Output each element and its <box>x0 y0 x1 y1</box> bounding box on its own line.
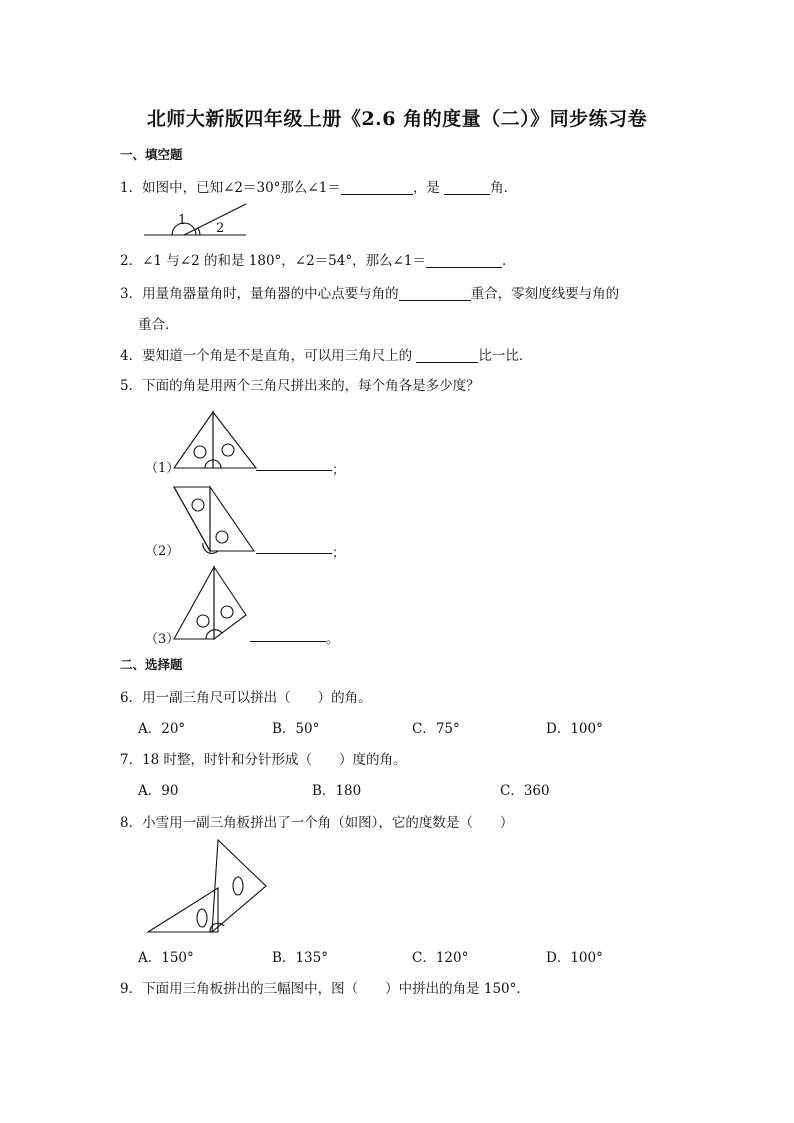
section-choice-heading: 二、选择题 <box>120 657 183 672</box>
q8-hole-right <box>233 877 243 895</box>
q8-hole-left <box>197 909 207 927</box>
q7-option-c[interactable]: C．360 <box>500 783 550 799</box>
q2-text: 2．∠1 与∠2 的和是 180°，∠2＝54°，那么∠1＝ <box>120 253 427 269</box>
q2-blank[interactable] <box>426 253 502 268</box>
q5-2-end: ； <box>332 546 346 561</box>
q5-3-triangle-left <box>174 567 214 639</box>
q8-triangle-left <box>148 888 218 932</box>
q3-text: 3．用量角器量角时，量角器的中心点要与角的 <box>120 286 399 302</box>
q8-figure <box>146 838 276 938</box>
q5-3-end: 。 <box>326 632 340 647</box>
question-7: 7．18 时整，时针和分针形成（ ）度的角。 <box>120 752 407 768</box>
question-3-line-2 <box>138 313 179 333</box>
q3-text-2: 重合，零刻度线要与角的 <box>470 286 620 302</box>
question-8: 8．小雪用一副三角板拼出了一个角（如图），它的度数是（ ） <box>120 815 514 831</box>
q5-3-blank[interactable] <box>250 627 326 642</box>
q4-text-2: 比一比． <box>478 348 533 364</box>
question-2 <box>120 249 516 269</box>
q5-2-hole-right <box>216 531 228 543</box>
q5-2-triangle-right <box>210 487 254 551</box>
q8-triangle-right <box>212 840 266 932</box>
q5-2-blank[interactable] <box>256 539 332 554</box>
q4-text: 4．要知道一个角是不是直角，可以用三角尺上的 <box>120 348 417 364</box>
q5-1-hole-left <box>194 446 206 458</box>
q1-blank-2[interactable] <box>444 180 490 195</box>
q5-3-label: （3） <box>145 632 180 647</box>
q1-ray <box>184 204 246 235</box>
q1-label-1: 1 <box>178 213 187 228</box>
page-title: 北师大新版四年级上册《2.6 角的度量（二）》同步练习卷 <box>146 108 648 130</box>
q8-option-c[interactable]: C．120° <box>412 950 469 966</box>
q1-label-2: 2 <box>216 221 225 236</box>
question-4 <box>120 344 532 364</box>
q6-option-a[interactable]: A．20° <box>138 721 186 737</box>
q7-option-a[interactable]: A．90 <box>138 783 179 799</box>
q5-1-triangle-left <box>174 412 213 468</box>
q3-text-3: 重合． <box>138 317 179 333</box>
q1-text: 1．如图中，已知∠2＝30°那么∠1＝ <box>120 180 341 196</box>
q1-angle-figure <box>140 200 260 240</box>
q5-3-hole-right <box>221 606 233 618</box>
q6-option-c[interactable]: C．75° <box>412 721 460 737</box>
q7-option-b[interactable]: B．180 <box>312 783 362 799</box>
q5-2-label: （2） <box>145 544 180 559</box>
q8-option-b[interactable]: B．135° <box>272 950 328 966</box>
q6-option-b[interactable]: B．50° <box>272 721 320 737</box>
q1-arc-2 <box>198 228 200 235</box>
q5-3-hole-left <box>197 615 209 627</box>
q8-option-a[interactable]: A．150° <box>138 950 194 966</box>
q6-option-d[interactable]: D．100° <box>546 721 603 737</box>
q1-blank-1[interactable] <box>341 180 413 195</box>
q5-1-label: （1） <box>145 461 180 476</box>
q5-3-triangle-right <box>214 567 246 639</box>
q8-option-d[interactable]: D．100° <box>546 950 603 966</box>
q5-2-hole-left <box>192 499 204 511</box>
question-5: 5．下面的角是用两个三角尺拼出来的，每个角各是多少度？ <box>120 378 480 394</box>
q1-text-2: ，是 <box>412 180 445 196</box>
question-9: 9．下面用三角板拼出的三幅图中，图（ ）中拼出的角是 150°． <box>120 981 530 997</box>
q4-blank[interactable] <box>416 348 478 363</box>
q2-text-2: ． <box>502 253 516 269</box>
section-fill-heading: 一、填空题 <box>120 147 183 162</box>
q3-blank-1[interactable] <box>399 286 471 301</box>
q1-text-3: 角． <box>490 180 518 196</box>
question-1 <box>120 176 517 196</box>
q5-1-blank[interactable] <box>256 456 332 471</box>
q5-1-triangle-right <box>213 412 256 468</box>
question-6: 6．用一副三角尺可以拼出（ ）的角。 <box>120 690 372 706</box>
q5-1-hole-right <box>222 444 234 456</box>
question-3 <box>120 282 619 302</box>
q5-1-end: ； <box>332 463 346 478</box>
q5-2-slant-edge <box>174 487 210 551</box>
